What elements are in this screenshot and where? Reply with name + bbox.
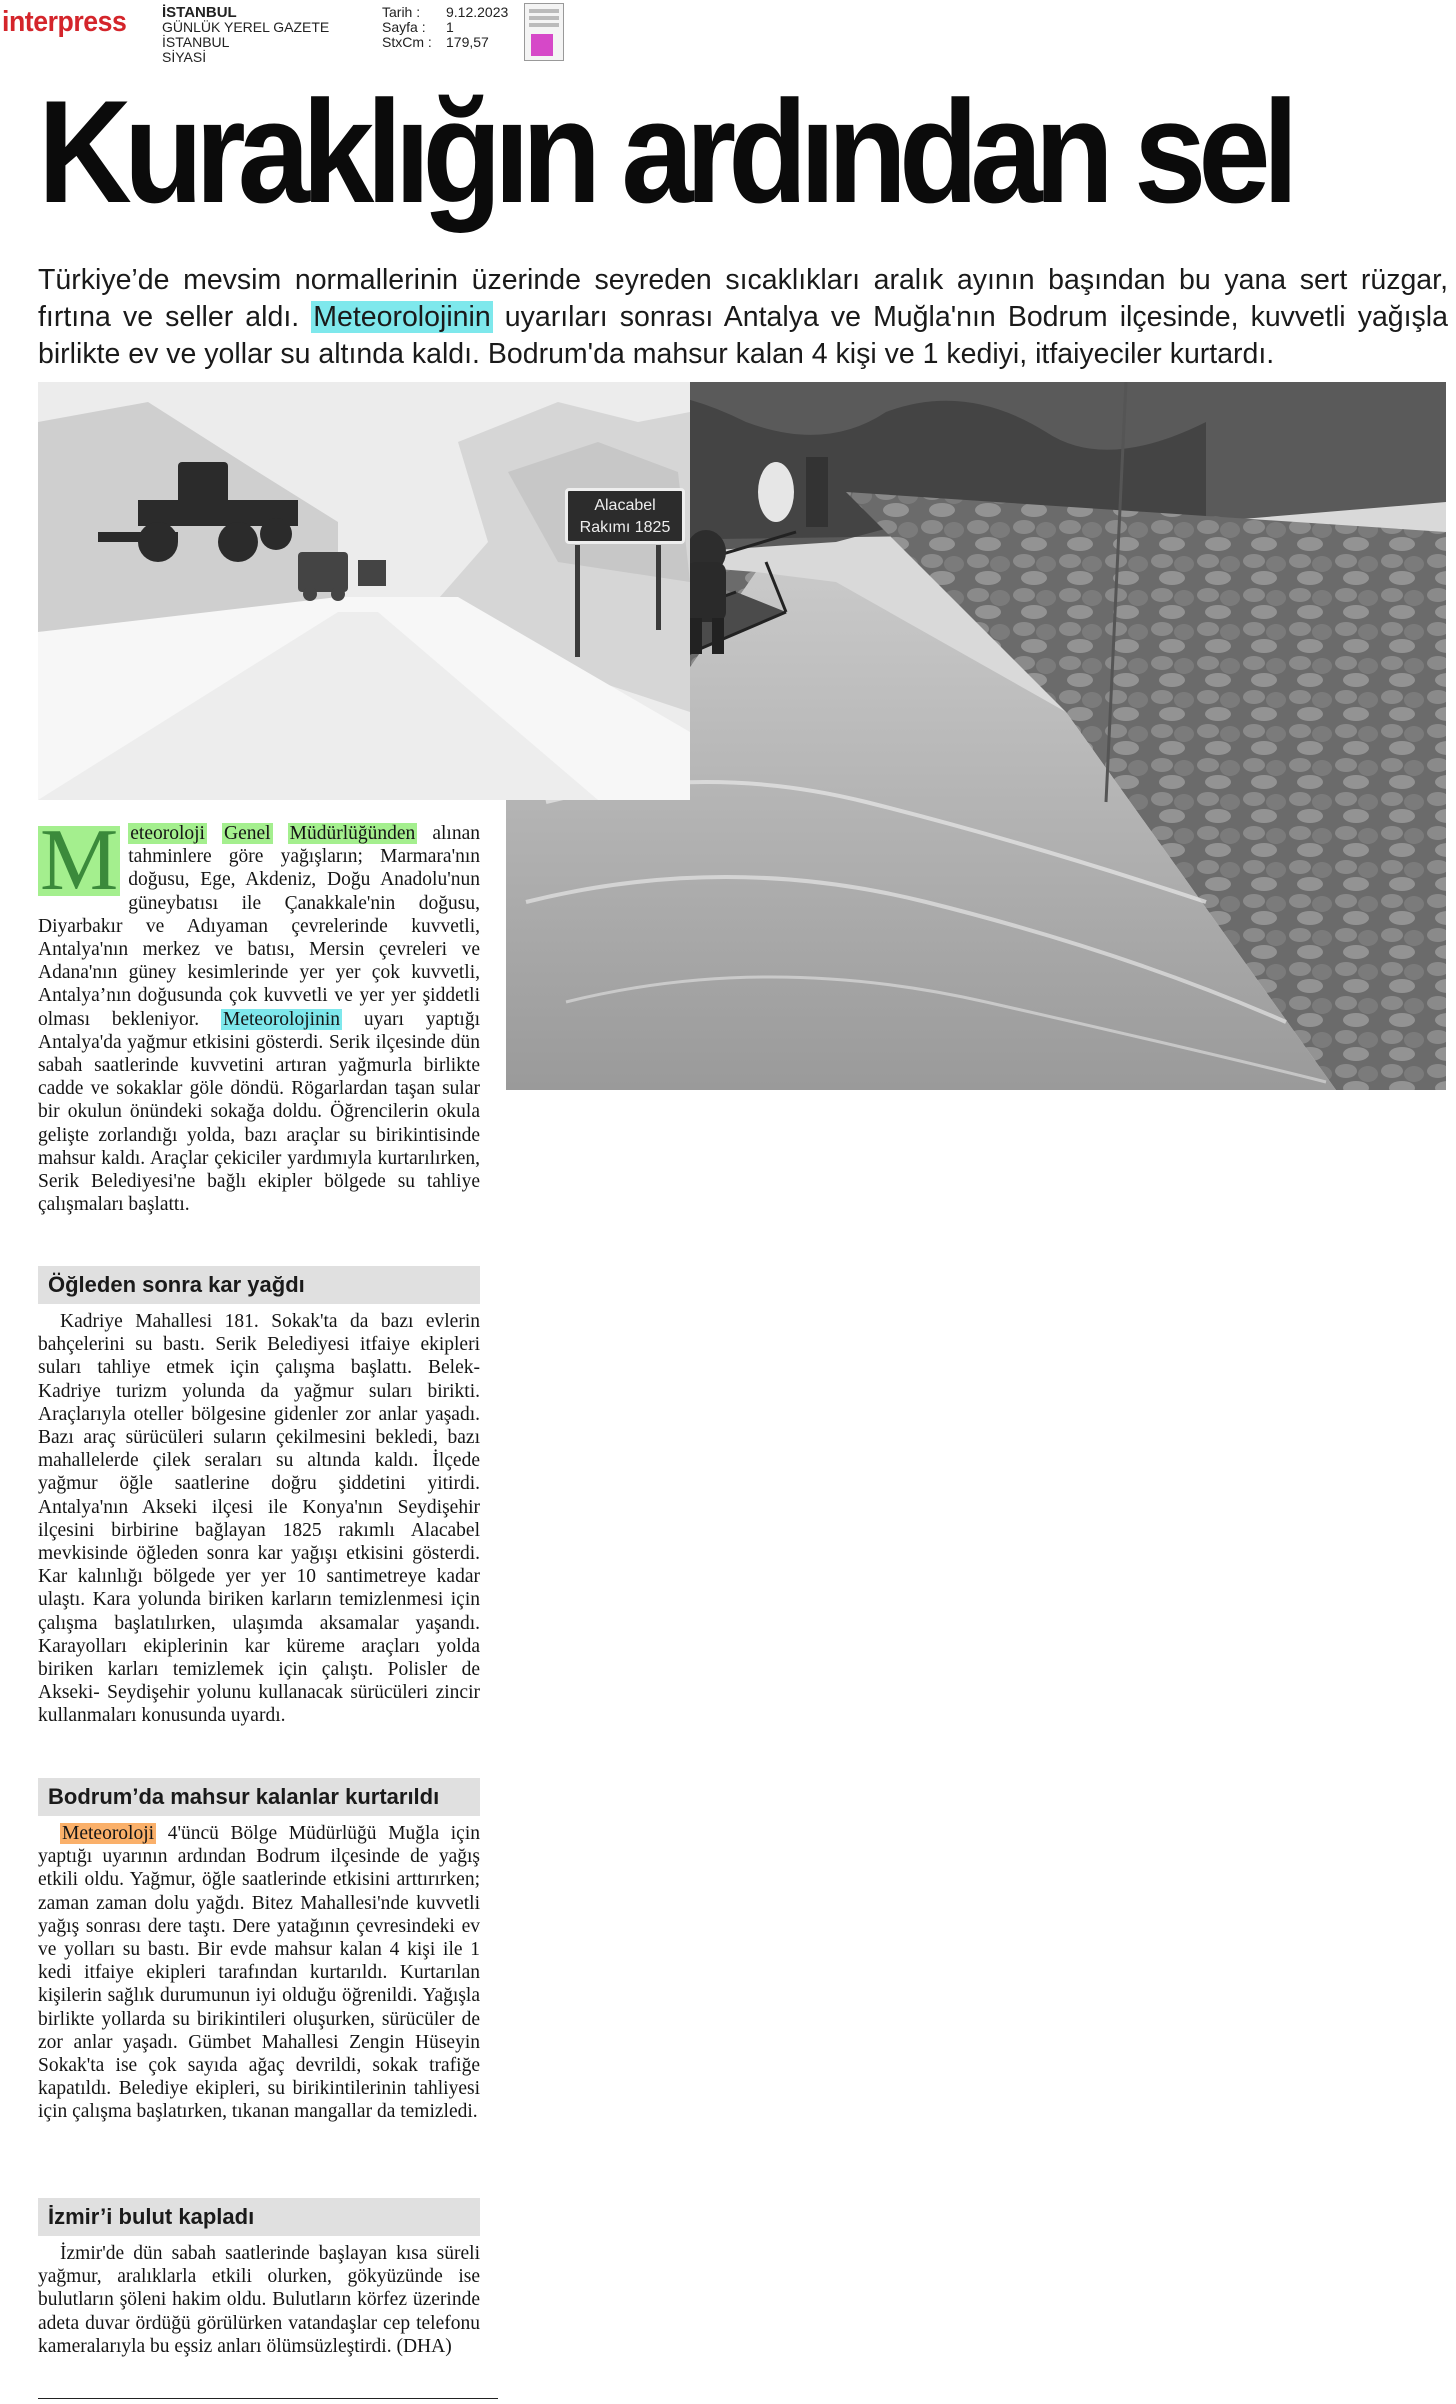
spot-text [38, 262, 1448, 373]
stxcm-label: StxCm : [382, 34, 432, 50]
snow-road-drawing [38, 382, 690, 800]
keyword-highlight: Meteorolojinin [223, 1008, 340, 1030]
section-heading: İzmir’i bulut kapladı [38, 2198, 480, 2236]
keyword-highlight: eteoroloji [130, 823, 205, 844]
section-paragraph [38, 2242, 480, 2358]
intro-text: uyarı yaptığı Antalya'da yağmur etkisini gösterdi. Serik ilçesinde dün sabah saatlerinde kuvvetini artıran yağmurla birlikte cadde ve sokaklar göle döndü. Rögarlardan taşan sular bir okulun önündeki sokağa doldu. Öğrencilerin okula gelişte zorlandığı yolda, bazı araçlar su birikintisinde mahsur kaldı. Araçlar çekiciler yardımıyla kurtarılırken, Serik Belediyesi'ne bağlı ekipler bölgede su tahliye çalışmaları başlattı. [38, 1008, 481, 1216]
keyword-highlight: Müdürlüğünden [289, 823, 416, 844]
sign-post [575, 545, 580, 657]
intro-text: alınan tahminlere göre yağışların; Marmara'nın doğusu, Ege, Akdeniz, Doğu Anadolu'nun güneybatısı ile Çanakkale'nin doğusu, Diyarbakır ve Adıyaman çevrelerinde kuvvetli, Antalya'nın merkez ve batısı, Mersin çevreleri ve Adana'nın güney kesimlerinde yer yer çok kuvvetli, Antalya’nın doğusunda çok kuvvetli ve yer yer şiddetli olması bekleniyor. [38, 823, 480, 1030]
alacabel-sign [565, 488, 685, 544]
bottom-rule [38, 2398, 498, 2399]
spot-part2: uyarıları sonrası Antalya ve Muğla'nın Bodrum ilçesinde, kuvvetli yağışla birlikte ev ve yollar su altında kaldı. Bodrum'da mahsur kalan 4 kişi ve 1 kediyi, itfaiyeciler kurtardı. [38, 301, 1448, 370]
meta-line: SİYASİ [162, 49, 207, 65]
page-value: 1 [446, 19, 454, 35]
snow-road-photo [38, 382, 690, 800]
section-text: İzmir'de dün sabah saatlerinde başlayan kısa süreli yağmur, aralıklarla etkili olurken, gökyüzünde ise bulutların şöleni hakim oldu. Bulutların körfez üzerinde adeta duvar ördüğü görülürken vatandaşlar cep telefonu kameralarıyla bu eşsiz anları ölümsüzleştirdi. (DHA) [38, 2243, 480, 2357]
section-paragraph [38, 1310, 480, 1728]
headline: Kuraklığın ardından sel [38, 70, 1291, 233]
page-thumbnail[interactable] [524, 3, 564, 61]
keyword-highlight: Meteoroloji [62, 1823, 155, 1844]
stxcm-value: 179,57 [446, 34, 489, 50]
section-paragraph [38, 1822, 480, 2124]
meta-line: İSTANBUL [162, 34, 230, 50]
section-heading: Öğleden sonra kar yağdı [38, 1266, 480, 1304]
sign-line-1: Alacabel [594, 497, 656, 514]
publication-info [162, 5, 329, 65]
clip-fields [382, 5, 508, 50]
spot-part1: Türkiye’de mevsim normallerinin üzerinde seyreden sıcaklıkları aralık ayının başından bu yana sert rüzgar, fırtına ve seller aldı. [38, 264, 1448, 333]
sign-post [656, 545, 661, 630]
section-text: 4'üncü Bölge Müdürlüğü Muğla için yaptığı uyarının ardından Bodrum ilçesinde de yağış etkili oldu. Yağmur, öğle saatlerinde etkisini arttırırken; zaman zaman dolu yağdı. Bitez Mahallesi'nde kuvvetli yağış sonrası dere taştı. Dere yatağının çevresindeki ev ve yolları su bastı. Bir evde mahsur kalan 4 kişi ile 1 kedi itfaiye ekipleri tarafından kurtarıldı. Kurtarılan kişilerin sağlık durumunun iyi olduğu öğrenildi. Yağışla birlikte yollarda su birikintileri oluşurken, sürücüler de zor anlar yaşadı. Gümbet Mahallesi Zengin Hüseyin Sokak'ta ise çok sayıda ağaç devrildi, sokak trafiğe kapatıldı. Belediye ekipleri, su birikintilerinin tahliyesi için çalışma başlatırken, tıkanan mangallar da temizledi. [38, 1823, 480, 2123]
keyword-highlight: Genel [224, 823, 271, 844]
dropcap-letter: M [40, 812, 119, 909]
date-label: Tarih : [382, 4, 421, 20]
meta-line: GÜNLÜK YEREL GAZETE [162, 19, 330, 35]
section-text: Kadriye Mahallesi 181. Sokak'ta da bazı evlerin bahçelerini su bastı. Serik Belediyesi itfaiye ekipleri suları tahliye etmek için çalışma başlattı. Belek- Kadriye turizm yolunda da yağmur suları birikti. Araçlarıyla oteller bölgesine gidenler zor anlar yaşadı. Bazı araç sürücüleri suların çekilmesini bekledi, bazı mahallelerde çilek seraları su altında kaldı. İlçede yağmur öğle saatlerine doğru şiddetini yitirdi. Antalya'nın Akseki ilçesi ile Konya'nın Seydişehir ilçesini birbirine bağlayan 1825 rakımlı Alacabel mevkisinde öğleden sonra kar yağışı etkisini gösterdi. Kar kalınlığı bölgede yer yer 10 santimetreye kadar ulaştı. Kara yolunda biriken karların temizlenmesi için çalışma başlatılırken, ulaşımda aksamalar yaşandı. Karayolları ekiplerinin kar küreme araçları yolda biriken karları temizlemek için çalıştı. Polisler de Akseki- Seydişehir yolunu kullanacak sürücüleri zincir kullanmaları konusunda uyardı. [38, 1311, 480, 1727]
section-heading: Bodrum’da mahsur kalanlar kurtarıldı [38, 1778, 480, 1816]
spot-keyword-highlight: Meteorolojinin [313, 301, 491, 333]
interpress-logo: interpress [2, 6, 127, 38]
date-value: 9.12.2023 [446, 4, 509, 20]
sign-line-2: Rakımı 1825 [579, 519, 671, 536]
page-label: Sayfa : [382, 19, 426, 35]
city-label: İSTANBUL [162, 4, 237, 21]
intro-paragraph [38, 812, 481, 1216]
